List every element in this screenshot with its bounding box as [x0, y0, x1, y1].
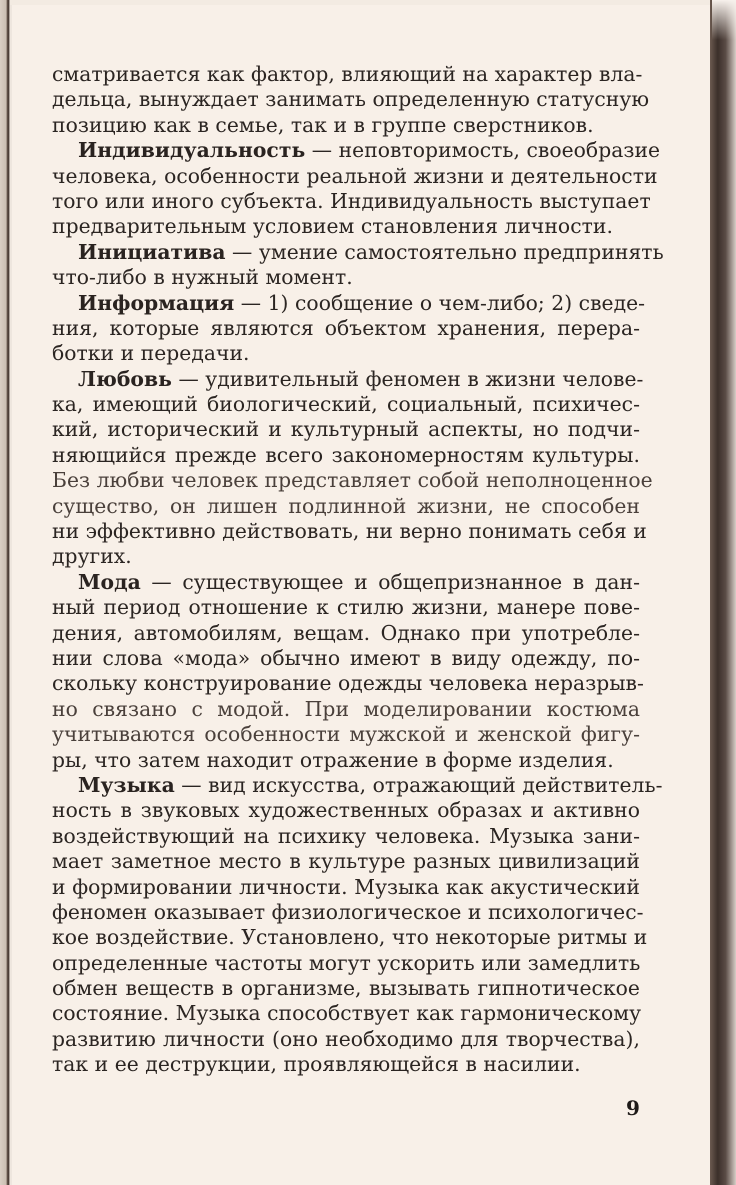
term-heading: Музыка: [78, 772, 175, 797]
text-line: сматривается как фактор, влияющий на характер вла-: [52, 62, 643, 86]
text-line: кое воздействие. Установлено, что некоторые ритмы и: [52, 925, 648, 950]
text-line: определенные частоты могут ускорить или замедлить: [52, 950, 641, 975]
term-heading: Инициатива: [78, 239, 226, 264]
text-line: ка, имеющий биологический, социальный, психичес-: [52, 392, 640, 417]
page-edge-shadow: [710, 0, 736, 1185]
text-line: ры, что затем находит отражение в форме изделия.: [52, 747, 614, 772]
entry-initiative: Инициатива — умение самостоятельно предпринять: [78, 239, 664, 264]
text-line: обмен веществ в организме, вызывать гипнотическое: [52, 976, 640, 1001]
entry-fashion: Мода — существующее и общепризнанное в дан-: [78, 569, 640, 594]
text-line: кий, исторический и культурный аспекты, но подчи-: [52, 417, 640, 442]
previous-page-edge: [0, 0, 10, 1185]
page-corner: [712, 0, 736, 40]
text-line: позицию как в семье, так и в группе сверстников.: [52, 112, 594, 137]
term-heading: Индивидуальность: [78, 138, 306, 163]
text-line: так и ее деструкции, проявляющейся в насилии.: [52, 1052, 581, 1077]
term-heading: Информация: [78, 290, 235, 315]
text-line: учитываются особенности мужской и женской фигу-: [52, 722, 640, 747]
text-line: ни эффективно действовать, ни верно понимать себя и: [52, 519, 647, 544]
text-line: развитию личности (оно необходимо для творчества),: [52, 1026, 640, 1051]
entry-information: Информация — 1) сообщение о чем-либо; 2) сведе-: [78, 290, 646, 315]
text-line: состояние. Музыка способствует как гармоническому: [52, 1001, 642, 1026]
text-line: ния, которые являются объектом хранения, перера-: [52, 315, 640, 340]
text-line: нии слова «мода» обычно имеют в виду одежду, по-: [52, 645, 640, 670]
text-line: скольку конструирование одежды человека неразрыв-: [52, 671, 644, 696]
text-line: ность в звуковых художественных образах и активно: [52, 798, 640, 823]
text-line: человека, особенности реальной жизни и деятельности: [52, 163, 658, 188]
text-line: и формировании личности. Музыка как акустический: [52, 874, 640, 899]
entry-love: Любовь — удивительный феномен в жизни челове-: [78, 366, 644, 391]
text-line: дельца, вынуждает занимать определенную статусную: [52, 87, 650, 112]
term-heading: Мода: [78, 569, 141, 594]
text-line: феномен оказывает физиологическое и психологичес-: [52, 899, 644, 924]
entry-music: Музыка — вид искусства, отражающий действитель-: [78, 772, 663, 797]
text-line: няющийся прежде всего закономерностям культуры.: [52, 442, 640, 467]
body-text: [52, 62, 664, 1078]
text-line: воздействующий на психику человека. Музыка зани-: [52, 823, 640, 848]
text-line: существо, он лишен подлинной жизни, не способен: [52, 493, 640, 518]
text-line: ботки и передачи.: [52, 341, 250, 366]
text-line: предварительным условием становления личности.: [52, 214, 613, 239]
text-line: что-либо в нужный момент.: [52, 265, 353, 290]
entry-individuality: Индивидуальность — неповторимость, своеобразие: [78, 138, 661, 163]
term-heading: Любовь: [78, 366, 172, 391]
text-line: мает заметное место в культуре разных цивилизаций: [52, 849, 640, 874]
text-line: того или иного субъекта. Индивидуальность выступает: [52, 188, 651, 213]
text-line: дения, автомобилям, вещам. Однако при употребле-: [52, 620, 640, 645]
text-line: но связано с модой. При моделировании костюма: [52, 696, 640, 721]
text-line: Без любви человек представляет собой неполноценное: [52, 468, 653, 493]
page-number: 9: [626, 1096, 640, 1120]
text-line: других.: [52, 544, 132, 569]
text-line: ный период отношение к стилю жизни, манере пове-: [52, 595, 640, 620]
